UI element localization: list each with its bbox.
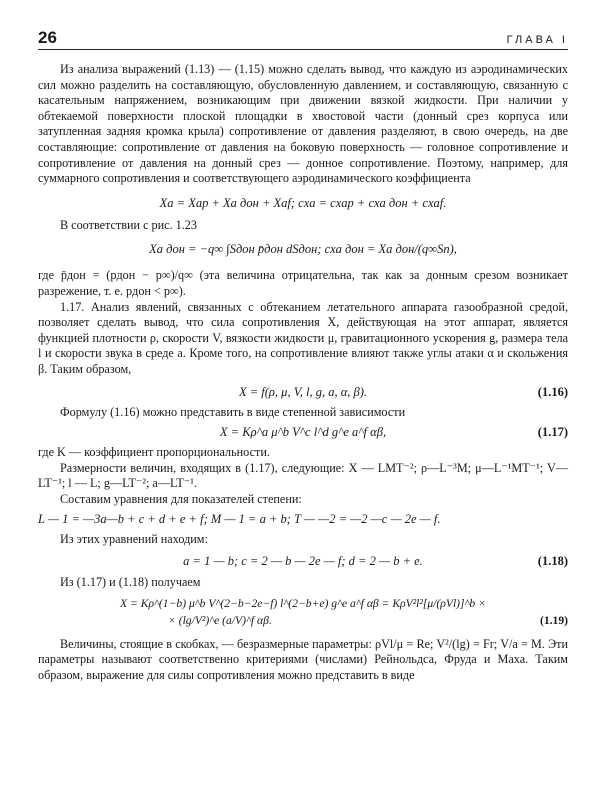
equation-1-17 [38,424,568,441]
equation-exponents: L — 1 = —3a—b + c + d + e + f; M — 1 = a + b; T — —2 = —2 —c — 2e — f. [38,512,441,527]
equation-1-17-number: (1.17) [537,425,568,440]
paragraph-11: Величины, стоящие в скобках, — безразмерные параметры: ρVl/μ = Re; V²/(lg) = Fr; V/a = M. Эти параметры называют соответственно критериями (числами) Рейнольдса, Фруда и Маха. Таким образом, выражение для силы сопротивления можно представить в виде [38,636,568,682]
paragraph-3: где p̄дон = (pдон − p∞)/q∞ (эта величина отрицательна, так как за донным срезом возникает разрежение, т. е. pдон < p∞). [38,268,568,298]
equation-1-16 [38,384,568,401]
paragraph-6: где K — коэффициент пропорциональности. [38,445,270,460]
paragraph-5: Формулу (1.16) можно представить в виде степенной зависимости [60,404,406,419]
equation-1-16-number: (1.16) [537,384,568,399]
equation-2: Xa дон = −q∞ ∫Sдон p̄дон dSдон; cxa дон = Xa дон/(q∞Sп), [149,242,457,257]
page-body [38,62,568,683]
equation-1-17-body: X = Kρ^a μ^b V^c l^d g^e a^f αβ, [219,425,387,440]
page-header [38,28,568,50]
equation-1-18-number: (1.18) [537,554,568,569]
equation-1-19 [38,595,568,629]
paragraph-8: Составим уравнения для показателей степени: [60,491,302,506]
page [38,28,568,683]
equation-1-18-body: a = 1 — b; c = 2 — b — 2e — f; d = 2 — b + e. [183,554,423,569]
equation-1-19-line-2: × (lg/V²)^e (a/V)^f αβ. [168,613,272,627]
paragraph-1: Из анализа выражений (1.13) — (1.15) можно сделать вывод, что каждую из аэродинамических сил можно разделить на составляющую, обусловленную давлением, и составляющую, связанную с касательным напряжением, возникающим при движении вязкой жидкости. При наличии у обтекаемой поверхности плоской площадки в хвостовой части (донный срез корпуса или затупленная задняя кромка крыла) сопротивление от давления разделяют, в свою очередь, на две составляющие: сопротивление от давления на боковую поверхность — головное сопротивление и сопротивление от давления на донный срез — донное сопротивление. Поэтому, например, для суммарного сопротивления и соответствующего аэродинамического коэффициента [38,62,568,186]
equation-1-19-line-1: X = Kρ^(1−b) μ^b V^(2−b−2e−f) l^(2−b+e) g^e a^f αβ = KρV²l²[μ/(ρVl)]^b × [120,596,486,610]
paragraph-10: Из (1.17) и (1.18) получаем [60,575,201,590]
paragraph-4: 1.17. Анализ явлений, связанных с обтеканием летательного аппарата газообразной средой, позволяет сделать вывод, что сила сопротивления X, действующая на этот аппарат, является функцией плотности ρ, скорости V, вязкости жидкости μ, гравитационного ускорения g, размера тела l и скорости звука в среде a. Кроме того, на сопротивление влияют также углы атаки α и скольжения β. Таким образом, [38,299,568,376]
paragraph-7: Размерности величин, входящих в (1.17), следующие: X — LMT⁻²; ρ—L⁻³M; μ—L⁻¹MT⁻¹; V—LT⁻¹; l — L; g—LT⁻²; a—LT⁻¹. [38,460,568,491]
paragraph-9: Из этих уравнений находим: [60,532,208,547]
paragraph-2: В соответствии с рис. 1.23 [60,217,197,232]
equation-1-18 [38,553,568,570]
page-number: 26 [38,28,57,47]
equation-1-16-body: X = f(ρ, μ, V, l, g, a, α, β). [238,384,368,399]
chapter-title: ГЛАВА I [506,34,568,46]
equation-1: Xa = Xap + Xa дон + Xaf; cxa = cxap + cxa дон + cxaf. [159,195,447,210]
equation-1-19-number: (1.19) [539,613,568,627]
